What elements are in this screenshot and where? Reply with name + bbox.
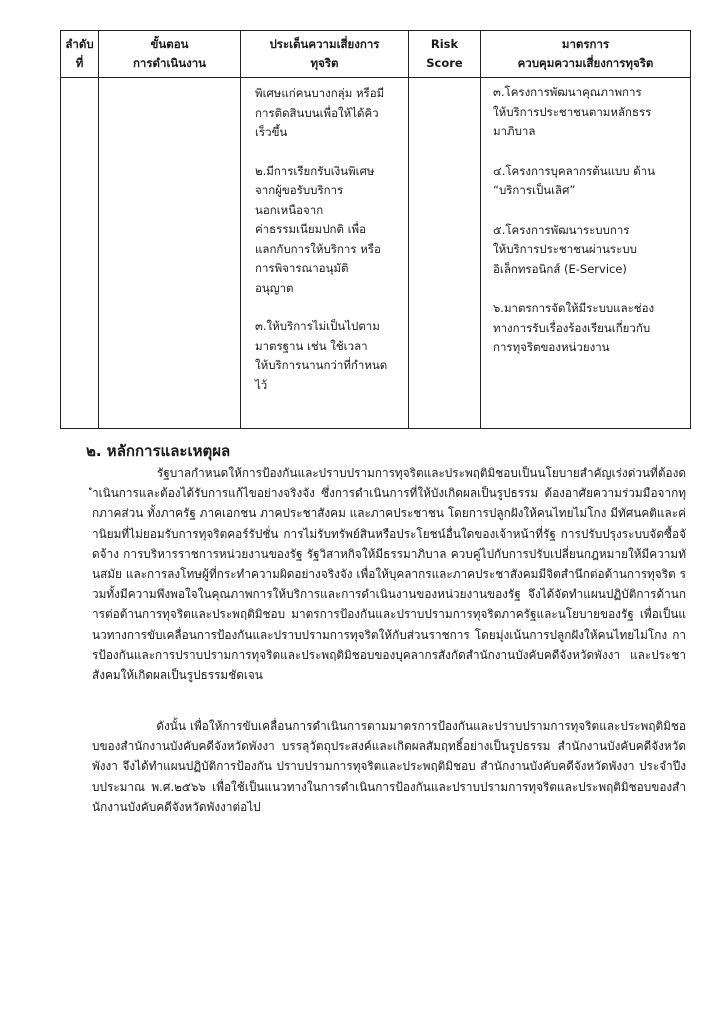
cell-risk-issues: [241, 78, 409, 429]
cell-risk-score: [409, 78, 481, 429]
mitigation-item: ๖.มาตรการจัดให้มีระบบและช่อง ทางการรับเรื่องร้องเรียนเกี่ยวกับ การทุจริตของหน่วยงาน: [493, 301, 655, 354]
cell-procedure: [99, 78, 241, 429]
header-risk-issue: [241, 31, 409, 78]
header-order-text: ลำดับ ที่: [65, 37, 94, 70]
mitigation-item: ๕.โครงการพัฒนาระบบการ ให้บริการประชาชนผ่านระบบ อิเล็กทรอนิกส์ (E-Service): [493, 222, 637, 276]
cell-mitigation: [481, 78, 691, 429]
risk-control-table: [60, 30, 691, 429]
table-row: [61, 78, 691, 429]
header-procedure-text: ขั้นตอน การดำเนินงาน: [132, 37, 207, 70]
header-risk-score-text: Risk Score: [426, 37, 463, 70]
table-header-row: [61, 31, 691, 78]
mitigation-item: ๔.โครงการบุคลากรต้นแบบ ด้าน “บริการเป็นเลิศ”: [493, 163, 656, 197]
paragraph-conclusion: ดังนั้น เพื่อให้การขับเคลื่อนการดำเนินการตามมาตรการป้องกันและปราบปรามการทุจริตและประพฤติมิชอบของสำนักงานบังคับคดีจังหวัดพังงา บรรลุวัตถุประสงค์และเกิดผลสัมฤทธิ์อย่างเป็นรูปธรรม สำนักงานบังคับคดีจังหวัดพังงา จึงได้ทำแผนปฏิบัติการป้องกัน ปราบปรามการทุจริตและประพฤติมิชอบ สำนักงานบังคับคดีจังหวัดพังงา ประจำปีงบประมาณ พ.ศ.๒๕๖๖ เพื่อใช้เป็นแนวทางในการดำเนินการป้องกันและปราบปรามการทุจริตและประพฤติมิชอบของสำนักงานบังคับคดีจังหวัดพังงาต่อไป: [92, 719, 686, 814]
header-procedure: [99, 31, 241, 78]
header-mitigation: [481, 31, 691, 78]
header-risk-score: [409, 31, 481, 78]
cell-order: [61, 78, 99, 429]
mitigation-item: ๓.โครงการพัฒนาคุณภาพการ ให้บริการประชาชนตามหลักธรร มาภิบาล: [493, 85, 652, 138]
risk-item: พิเศษแก่คนบางกลุ่ม หรือมี การติดสินบนเพื่อให้ได้คิว เร็วขึ้น: [255, 86, 385, 139]
section-heading: ๒. หลักการและเหตุผล: [86, 442, 231, 460]
paragraph-rationale: รัฐบาลกำหนดให้การป้องกันและปราบปรามการทุจริตและประพฤติมิชอบเป็นนโยบายสำคัญเร่งด่วนที่ต้องดำเนินการและต้องได้รับการแก้ไขอย่างจริงจัง ซึ่งการดำเนินการที่ให้บังเกิดผลเป็นรูปธรรม ต้องอาศัยความร่วมมือจากทุกภาคส่วน ทั้งภาครัฐ ภาคเอกชน ภาคประชาสังคม และภาคประชาชน โดยการปลูกฝังให้คนไทยไม่โกง มีทัศนคติและค่านิยมที่ไม่ยอมรับการทุจริตคอร์รัปชั่น การไม่รับทรัพย์สินหรือประโยชน์อื่นใดของเจ้าหน้าที่รัฐ การปรับปรุงระบบจัดซื้อจัดจ้าง การบริหารราชการหน่วยงานของรัฐ รัฐวิสาหกิจให้มีธรรมาภิบาล ควบคู่ไปกับการปรับเปลี่ยนกฎหมายให้มีความทันสมัย และการลงโทษผู้ที่กระทำความผิดอย่างจริงจัง เพื่อให้บุคลากรและภาคประชาสังคมมีจิตสำนึกต่อต้านการทุจริต รวมทั้งมีความพึงพอใจในคุณภาพการให้บริการและการดำเนินงานของหน่วยงานของรัฐ จึงได้จัดทำแผนปฏิบัติการด้านการต่อต้านการทุจริตและประพฤติมิชอบ มาตรการป้องกันและปราบปรามการทุจริตภาครัฐและนโยบายของรัฐ เพื่อเป็นแนวทางการขับเคลื่อนการป้องกันและปราบปรามการทุจริตให้กับส่วนราชการ โดยมุ่งเน้นการปลูกฝังให้คนไทยไม่โกง การป้องกันและการปราบปรามการทุจริตและประพฤติมิชอบของบุคลากรสังกัดสำนักงานบังคับคดีจังหวัดพังงา และประชาสังคมให้เกิดผลเป็นรูปธรรมชัดเจน: [92, 466, 686, 683]
header-order: [61, 31, 99, 78]
header-mitigation-text: มาตรการ ควบคุมความเสี่ยงการทุจริต: [517, 37, 654, 70]
risk-item: ๓.ให้บริการไม่เป็นไปตาม มาตรฐาน เช่น ใช้เวลา ให้บริการนานกว่าที่กำหนด ไว้: [255, 319, 388, 392]
risk-item: ๒.มีการเรียกรับเงินพิเศษ จากผู้ขอรับบริการ นอกเหนือจาก ค่าธรรมเนียมปกติ เพื่อ แลกกับการให้บริการ หรือ การพิจารณาอนุมัติ อนุญาต: [255, 163, 381, 295]
header-risk-issue-text: ประเด็นความเสี่ยงการ ทุจริต: [269, 37, 380, 70]
